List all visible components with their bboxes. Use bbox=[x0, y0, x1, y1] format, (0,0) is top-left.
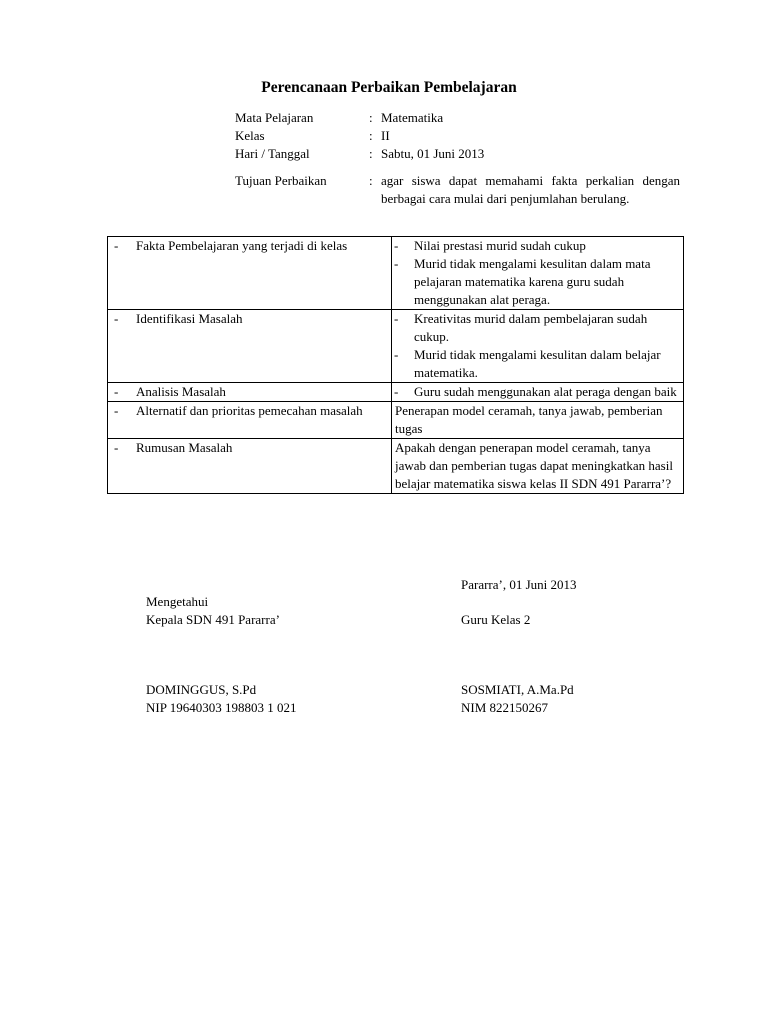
info-value: Matematika bbox=[381, 110, 444, 125]
page-title: Perencanaan Perbaikan Pembelajaran bbox=[261, 79, 517, 96]
row-item: Murid tidak mengalami kesulitan dalam belajar matematika. bbox=[414, 347, 661, 380]
table-row bbox=[108, 237, 684, 310]
dash-bullet: - bbox=[114, 311, 119, 326]
table-row bbox=[108, 402, 684, 439]
improvement-table bbox=[107, 236, 684, 494]
table-cell-left bbox=[108, 383, 392, 402]
info-row-class bbox=[235, 127, 680, 145]
dash-bullet: - bbox=[114, 403, 119, 418]
dash-bullet: - bbox=[114, 384, 119, 399]
info-colon: : bbox=[369, 128, 373, 143]
row-label: Analisis Masalah bbox=[136, 384, 226, 399]
dash-bullet: - bbox=[114, 238, 119, 253]
info-block bbox=[235, 109, 680, 163]
row-label: Identifikasi Masalah bbox=[136, 311, 243, 326]
row-item: Murid tidak mengalami kesulitan dalam mata pelajaran matematika karena guru sudah menggunakan alat peraga. bbox=[414, 256, 651, 307]
row-text: Penerapan model ceramah, tanya jawab, pemberian tugas bbox=[395, 403, 663, 436]
table-cell-right bbox=[392, 237, 684, 310]
table-cell-left bbox=[108, 402, 392, 439]
table-cell-right bbox=[392, 383, 684, 402]
row-label: Fakta Pembelajaran yang terjadi di kelas bbox=[136, 238, 348, 253]
table-row bbox=[108, 310, 684, 383]
right-signatory bbox=[461, 681, 574, 717]
info-label: Kelas bbox=[235, 128, 265, 143]
left-signature-block bbox=[146, 593, 280, 629]
table-cell-right bbox=[392, 402, 684, 439]
headmaster-nip: NIP 19640303 198803 1 021 bbox=[146, 700, 297, 715]
row-item: Guru sudah menggunakan alat peraga dengan baik bbox=[414, 384, 677, 399]
dash-bullet: - bbox=[394, 384, 399, 399]
table-cell-left bbox=[108, 237, 392, 310]
info-label: Hari / Tanggal bbox=[235, 146, 310, 161]
dash-bullet: - bbox=[394, 238, 399, 253]
dash-bullet: - bbox=[394, 256, 399, 271]
info-row-subject bbox=[235, 109, 680, 127]
info-label: Mata Pelajaran bbox=[235, 110, 314, 125]
teacher-name: SOSMIATI, A.Ma.Pd bbox=[461, 682, 574, 697]
info-colon: : bbox=[369, 146, 373, 161]
headmaster-name: DOMINGGUS, S.Pd bbox=[146, 682, 257, 697]
row-label: Rumusan Masalah bbox=[136, 440, 233, 455]
table-cell-left bbox=[108, 310, 392, 383]
info-value: Sabtu, 01 Juni 2013 bbox=[381, 146, 485, 161]
table-cell-right bbox=[392, 310, 684, 383]
left-signatory bbox=[146, 681, 296, 717]
tujuan-value: agar siswa dapat memahami fakta perkalian dengan berbagai cara mulai dari penjumlahan berulang. bbox=[381, 173, 680, 206]
tujuan-label: Tujuan Perbaikan bbox=[235, 173, 327, 188]
dash-bullet: - bbox=[114, 440, 119, 455]
tujuan-row bbox=[235, 172, 680, 208]
acknowledged-label: Mengetahui bbox=[146, 594, 209, 609]
info-colon: : bbox=[369, 110, 373, 125]
headmaster-title: Kepala SDN 491 Pararra’ bbox=[146, 612, 280, 627]
row-item: Nilai prestasi murid sudah cukup bbox=[414, 238, 586, 253]
dash-bullet: - bbox=[394, 311, 399, 326]
info-value: II bbox=[381, 128, 390, 143]
tujuan-colon: : bbox=[369, 173, 373, 188]
teacher-role: Guru Kelas 2 bbox=[461, 612, 531, 627]
row-label: Alternatif dan prioritas pemecahan masalah bbox=[136, 403, 363, 418]
row-text: Apakah dengan penerapan model ceramah, tanya jawab dan pemberian tugas dapat meningkatkan hasil belajar matematika siswa kelas II SDN 491 Pararra’? bbox=[395, 440, 673, 491]
table-row bbox=[108, 439, 684, 494]
table-row bbox=[108, 383, 684, 402]
table-cell-right bbox=[392, 439, 684, 494]
teacher-nim: NIM 822150267 bbox=[461, 700, 549, 715]
row-item: Kreativitas murid dalam pembelajaran sudah cukup. bbox=[414, 311, 648, 344]
table-cell-left bbox=[108, 439, 392, 494]
dash-bullet: - bbox=[394, 347, 399, 362]
place-date: Pararra’, 01 Juni 2013 bbox=[461, 577, 577, 592]
info-row-date bbox=[235, 145, 680, 163]
